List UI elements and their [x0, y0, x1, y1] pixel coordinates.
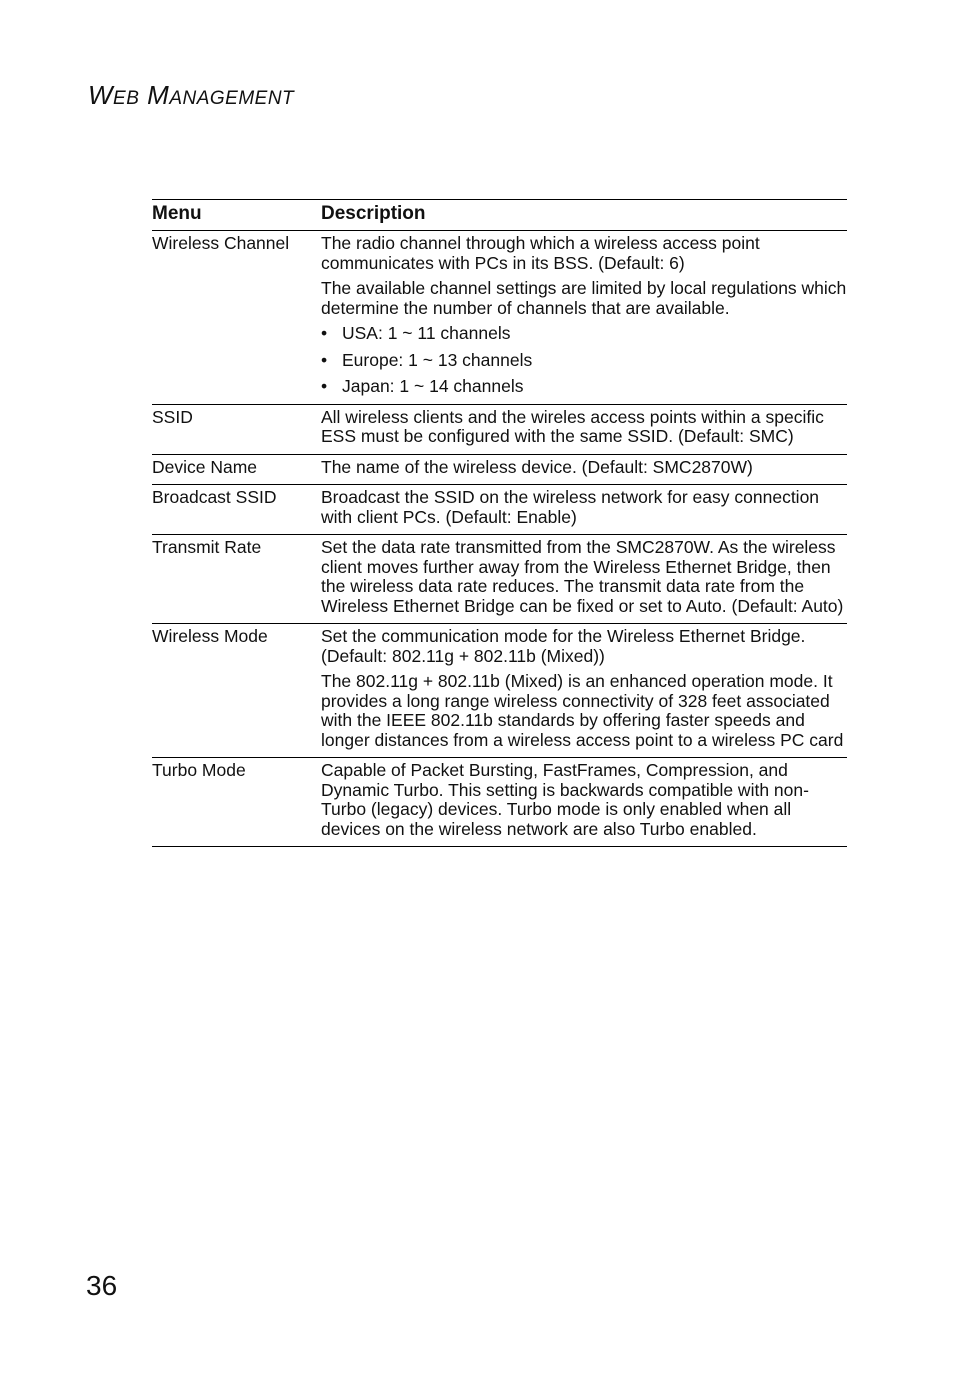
description-cell — [321, 231, 847, 405]
channel-list — [321, 324, 847, 397]
description-paragraph: The radio channel through which a wireless access point communicates with PCs in its BSS. (Default: 6) — [321, 233, 760, 273]
menu-cell: Wireless Channel — [152, 233, 290, 253]
description-paragraph: Set the data rate transmitted from the SMC2870W. As the wireless client moves further away from the Wireless Ethernet Bridge, then the wireless data rate reduces. The transmit data rate from the Wireless Ethernet Bridge can be fixed or set to Auto. (Default: Auto) — [321, 537, 844, 616]
page-number: 36 — [86, 1270, 118, 1301]
list-item: • Japan: 1 ~ 14 channels — [321, 377, 847, 397]
menu-cell: Transmit Rate — [152, 535, 321, 624]
column-header-description: Description — [321, 200, 847, 231]
description-paragraph: Broadcast the SSID on the wireless network for easy connection with client PCs. (Default: Enable) — [321, 487, 820, 527]
menu-cell: SSID — [152, 404, 321, 454]
list-item: • Europe: 1 ~ 13 channels — [321, 351, 847, 371]
menu-cell: Device Name — [152, 454, 321, 485]
description-cell — [321, 535, 847, 624]
table-row — [152, 485, 847, 535]
table-row — [152, 624, 847, 758]
running-head-eb: EB — [113, 88, 140, 109]
table-row — [152, 535, 847, 624]
table-row — [152, 231, 847, 405]
description-cell — [321, 485, 847, 535]
table-row — [152, 454, 847, 485]
list-item: • USA: 1 ~ 11 channels — [321, 324, 847, 344]
description-cell — [321, 404, 847, 454]
description-paragraph: The name of the wireless device. (Default: SMC2870W) — [321, 456, 753, 477]
menu-description-table — [152, 199, 847, 847]
description-cell — [321, 758, 847, 847]
table-row — [152, 404, 847, 454]
running-head-w: W — [88, 80, 114, 110]
description-paragraph: The available channel settings are limited by local regulations which determine the number of channels that are available. — [321, 278, 847, 318]
description-cell — [321, 454, 847, 485]
description-paragraph: Set the communication mode for the Wireless Ethernet Bridge. (Default: 802.11g + 802.11b (Mixed)) — [321, 626, 806, 666]
running-head-m: M — [147, 80, 170, 110]
description-paragraph: All wireless clients and the wireles access points within a specific ESS must be configured with the same SSID. (Default: SMC) — [321, 406, 824, 446]
description-paragraph: Capable of Packet Bursting, FastFrames, Compression, and Dynamic Turbo. This setting is backwards compatible with non-Turbo (legacy) devices. Turbo mode is only enabled when all devices on the wireless network are also Turbo enabled. — [321, 760, 809, 839]
menu-cell: Turbo Mode — [152, 758, 321, 847]
description-cell — [321, 624, 847, 758]
menu-cell: Wireless Mode — [152, 624, 321, 758]
table-header-row — [152, 200, 847, 231]
column-header-menu: Menu — [152, 200, 321, 231]
running-head-anagement: ANAGEMENT — [169, 88, 295, 109]
running-head — [88, 80, 294, 111]
table-row — [152, 758, 847, 847]
description-paragraph: The 802.11g + 802.11b (Mixed) is an enhanced operation mode. It provides a long range wireless connectivity of 328 feet associated with the IEEE 802.11b standards by offering faster speeds and longer distances from a wireless access point to a wireless PC card — [321, 671, 844, 750]
menu-cell: Broadcast SSID — [152, 485, 321, 535]
